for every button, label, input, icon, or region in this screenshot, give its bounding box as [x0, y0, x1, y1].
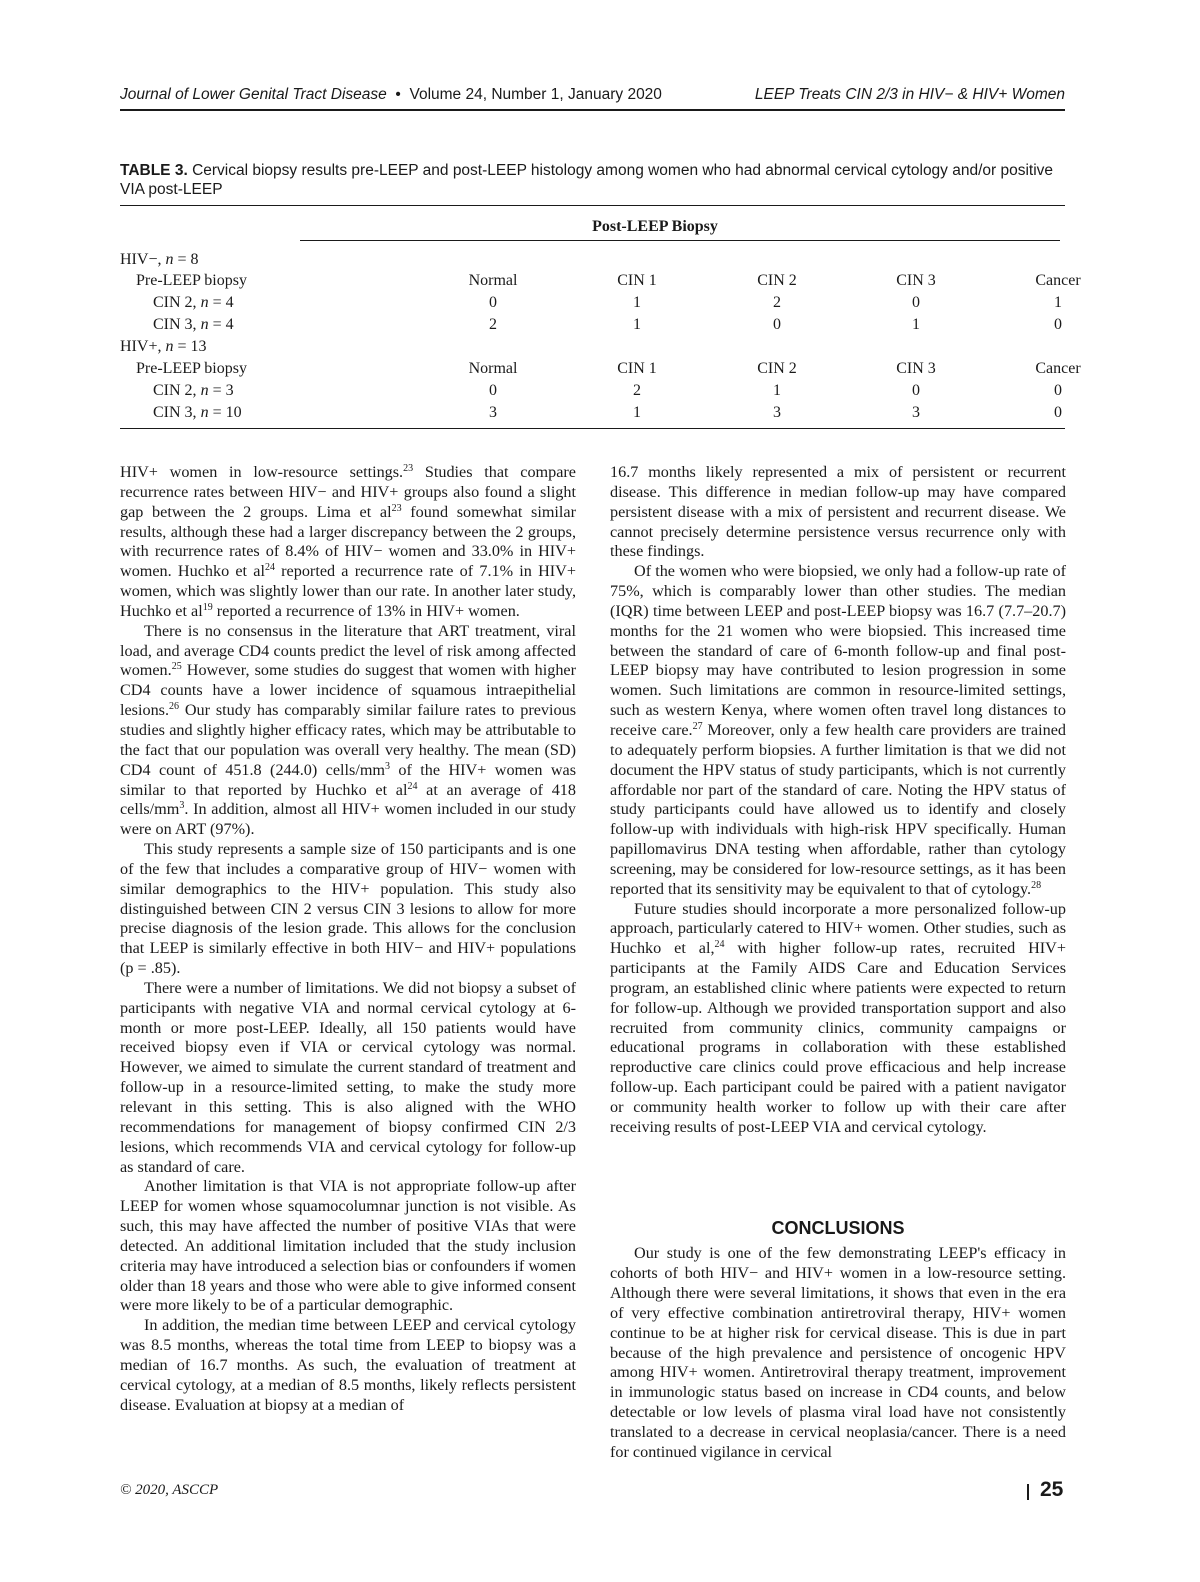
conclusions-text: [610, 1244, 1066, 1463]
table-cell: 2: [489, 316, 497, 333]
citation-superscript: 19: [202, 601, 213, 613]
column-header: CIN 1: [617, 272, 657, 289]
paragraph: Future studies should incorporate a more personalized follow-up approach, particularly catered to HIV+ women. Other studies, such as Huchko et al,$^{24}$ with higher follow-up rates, recruited HIV+ participants at the Family AIDS Care and Education Services program, an established clinic where patients were expected to return for follow-up. Although we provided transportation support and also recruited from community clinics, community campaigns or educational programs in collaboration with these established reproductive care clinics could prove efficacious and help increase follow-up. Each participant could be paired with a patient navigator or community health worker to follow up with their care after receiving results of post-LEEP VIA and cervical cytology.: [610, 899, 1066, 1136]
table-cell: 0: [489, 382, 497, 399]
running-head-left: [120, 86, 662, 104]
table-cell: 2: [633, 382, 641, 399]
row-label: CIN 2, n = 4: [153, 294, 234, 311]
table-cell: 1: [633, 316, 641, 333]
group-label: HIV−, n = 8: [120, 251, 199, 268]
table-caption: [120, 161, 1065, 199]
citation-superscript: 28: [1031, 879, 1042, 891]
table-row: [120, 316, 1065, 338]
paragraph: There is no consensus in the literature that ART treatment, viral load, and average CD4 counts predict the level of risk among affected women.$^{25}$ However, some studies do suggest that women with higher CD4 counts have a lower incidence of squamous intraepithelial lesions.$^{26}$ Our study has comparably similar failure rates to previous studies and slightly higher efficacy rates, which may be attributable to the fact that our population was overall very healthy. The mean (SD) CD4 count of 451.8 (244.0) cells/$mm^3$ of the HIV+ women was similar to that reported by Huchko et $al^{24}$ at an average of 418 cells/$mm^3$. In addition, almost all HIV+ women included in our study were on ART (97%).: [120, 621, 576, 839]
pre-leep-label: Pre-LEEP biopsy: [136, 272, 247, 289]
conclusions-heading: CONCLUSIONS: [771, 1218, 905, 1238]
table-row: [120, 404, 1065, 426]
table-row: [120, 294, 1065, 316]
paragraph: In addition, the median time between LEEP and cervical cytology was 8.5 months, whereas the total time from LEEP to biopsy was a median of 16.7 months. As such, the evaluation of treatment at cervical cytology, at a median of 8.5 months, likely reflects persistent disease. Evaluation at biopsy at a median of: [120, 1316, 576, 1414]
volume-info: Volume 24, Number 1, January 2020: [409, 86, 662, 103]
column-header: Normal: [468, 360, 518, 377]
table-column-header-row: [120, 272, 1081, 294]
citation-superscript: 24: [407, 780, 418, 792]
header-rule: [120, 109, 1065, 111]
header-bullet: •: [395, 86, 401, 103]
paragraph: Another limitation is that VIA is not appropriate follow-up after LEEP for women whose squamocolumnar junction is not visible. As such, this may have affected the number of positive VIAs that were detected. An additional limitation included that the study inclusion criteria may have introduced a selection bias or confounders if women older than 18 years and those who were able to give informed consent were more likely to be of a particular demographic.: [120, 1177, 576, 1315]
table-caption-text: Cervical biopsy results pre-LEEP and post-LEEP histology among women who had abnormal cervical cytology and/or positive VIA post-LEEP: [120, 162, 1054, 198]
citation-superscript: 3: [385, 760, 390, 772]
table-cell: 0: [912, 382, 920, 399]
table-cell: 3: [912, 404, 920, 421]
table-cell: 1: [912, 316, 920, 333]
table-cell: 0: [773, 316, 781, 333]
column-header: CIN 3: [896, 360, 936, 377]
citation-superscript: 23: [391, 502, 402, 514]
citation-superscript: 23: [403, 463, 414, 474]
paragraph: 16.7 months likely represented a mix of persistent or recurrent disease. This difference in median follow-up may have compared persistent disease with a mix of persistent and recurrent disease. We cannot precisely determine persistence versus recurrence only with these findings.: [610, 463, 1066, 561]
table-cell: 3: [773, 404, 781, 421]
right-column: [610, 463, 1066, 1138]
copyright: © 2020, ASCCP: [120, 1482, 219, 1498]
short-title: LEEP Treats CIN 2/3 in HIV− & HIV+ Women: [754, 86, 1065, 103]
citation-superscript: 26: [169, 701, 180, 713]
column-header: CIN 2: [757, 272, 797, 289]
table-group-label-row: [120, 338, 1065, 360]
table-cell: 0: [1054, 404, 1062, 421]
table-cell: 0: [1054, 316, 1062, 333]
column-header: CIN 1: [617, 360, 657, 377]
column-header: Cancer: [1035, 360, 1081, 377]
column-header: Cancer: [1035, 272, 1081, 289]
group-label: HIV+, n = 13: [120, 338, 207, 355]
citation-superscript: 24: [264, 562, 275, 574]
table-column-header-row: [120, 360, 1081, 382]
table-cell: 1: [633, 404, 641, 421]
table-group-label-row: [120, 251, 1065, 273]
citation-superscript: 3: [179, 800, 185, 812]
paragraph: HIV+ women in low-resource settings.$^{23}$ Studies that compare recurrence rates between HIV− and HIV+ groups also found a slight gap between the 2 groups. Lima et $al^{23}$ found somewhat similar results, although these had a larger discrepancy between the 2 groups, with recurrence rates of 8.4% of HIV− women and 33.0% in HIV+ women. Huchko et $al^{24}$ reported a recurrence rate of 7.1% in HIV+ women, which was slightly lower than our rate. In another later study, Huchko et $al^{19}$ reported a recurrence of 13% in HIV+ women.: [120, 463, 577, 620]
table-cell: 1: [1054, 294, 1062, 311]
citation-superscript: 25: [171, 661, 182, 673]
citation-superscript: 27: [692, 720, 703, 732]
column-header: Normal: [468, 272, 518, 289]
pre-leep-label: Pre-LEEP biopsy: [136, 360, 247, 377]
table-cell: 0: [489, 294, 497, 311]
column-header: CIN 2: [757, 360, 797, 377]
table-cell: 1: [633, 294, 641, 311]
left-column: [120, 463, 576, 1416]
row-label: CIN 2, n = 3: [153, 382, 234, 399]
table-cell: 2: [773, 294, 781, 311]
table-cell: 0: [912, 294, 920, 311]
footer-divider: [1027, 1484, 1029, 1500]
table-bottom-rule: [120, 428, 1065, 429]
paragraph: Our study is one of the few demonstrating LEEP's efficacy in cohorts of both HIV− and HIV+ women in a low-resource setting. Although there were several limitations, it shows that even in the era of very effective combination antiretroviral therapy, HIV+ women continue to be at higher risk for cervical disease. This is due in part because of the high prevalence and persistence of oncogenic HPV among HIV+ women. Antiretroviral therapy treatment, improvement in immunologic status based on increase in CD4 counts, and below detectable or low levels of plasma viral load have not consistently translated to a decrease in cervical neoplasia/cancer. There is a need for continued vigilance in cervical: [610, 1244, 1066, 1462]
table-post-leep-header: Post-LEEP Biopsy: [592, 218, 718, 235]
paragraph: This study represents a sample size of 150 participants and is one of the few that includes a comparative group of HIV− women with similar demographics to the HIV+ population. This study also distinguished between CIN 2 versus CIN 3 lesions to allow for more precise diagnosis of the lesion grade. This allows for the conclusion that LEEP is similarly effective in both HIV− and HIV+ populations (p = .85).: [120, 840, 576, 978]
journal-name: Journal of Lower Genital Tract Disease: [120, 86, 387, 103]
table-cell: 0: [1054, 382, 1062, 399]
table-label: TABLE 3.: [120, 162, 188, 179]
paragraph: Of the women who were biopsied, we only had a follow-up rate of 75%, which is comparably lower than other studies. The median (IQR) time between LEEP and post-LEEP biopsy was 16.7 (7.7–20.7) months for the 21 women who were biopsied. This increased time between the standard of care of 6-month follow-up and final post-LEEP biopsy may have contributed to lesion progression in some women. Such limitations are common in resource-limited settings, such as western Kenya, where women often travel long distances to receive care.$^{27}$ Moreover, only a few health care providers are trained to adequately perform biopsies. A further limitation is that we did not document the HPV status of study participants, which is not currently affordable nor part of the standard of care. Noting the HPV status of study participants could have allowed us to identify and closely follow-up with individuals with high-risk HPV specifically. Human papillomavirus DNA testing when affordable, rather than cytology screening, may be considered for low-resource settings, as it has been reported that its sensitivity may be equivalent to that of cytology.$^{28}$: [610, 562, 1066, 898]
table-cell: 1: [773, 382, 781, 399]
row-label: CIN 3, n = 10: [153, 404, 242, 421]
table-row: [120, 382, 1065, 404]
citation-superscript: 24: [714, 939, 725, 951]
table-post-leep-rule: [300, 240, 1060, 241]
running-header: [120, 86, 1065, 110]
row-label: CIN 3, n = 4: [153, 316, 234, 333]
column-header: CIN 3: [896, 272, 936, 289]
table-top-rule: [120, 205, 1065, 206]
table-cell: 3: [489, 404, 497, 421]
page-number: 25: [1040, 1478, 1064, 1501]
paragraph: There were a number of limitations. We did not biopsy a subset of participants with negative VIA and normal cervical cytology at 6-month or more post-LEEP. Ideally, all 150 patients would have received biopsy even if VIA or cervical cytology was normal. However, we aimed to simulate the current standard of treatment and follow-up in a resource-limited setting, to make the study more relevant in this setting. This is also aligned with the WHO recommendations for management of biopsy confirmed CIN 2/3 lesions, which recommends VIA and cervical cytology for follow-up as standard of care.: [120, 978, 576, 1176]
